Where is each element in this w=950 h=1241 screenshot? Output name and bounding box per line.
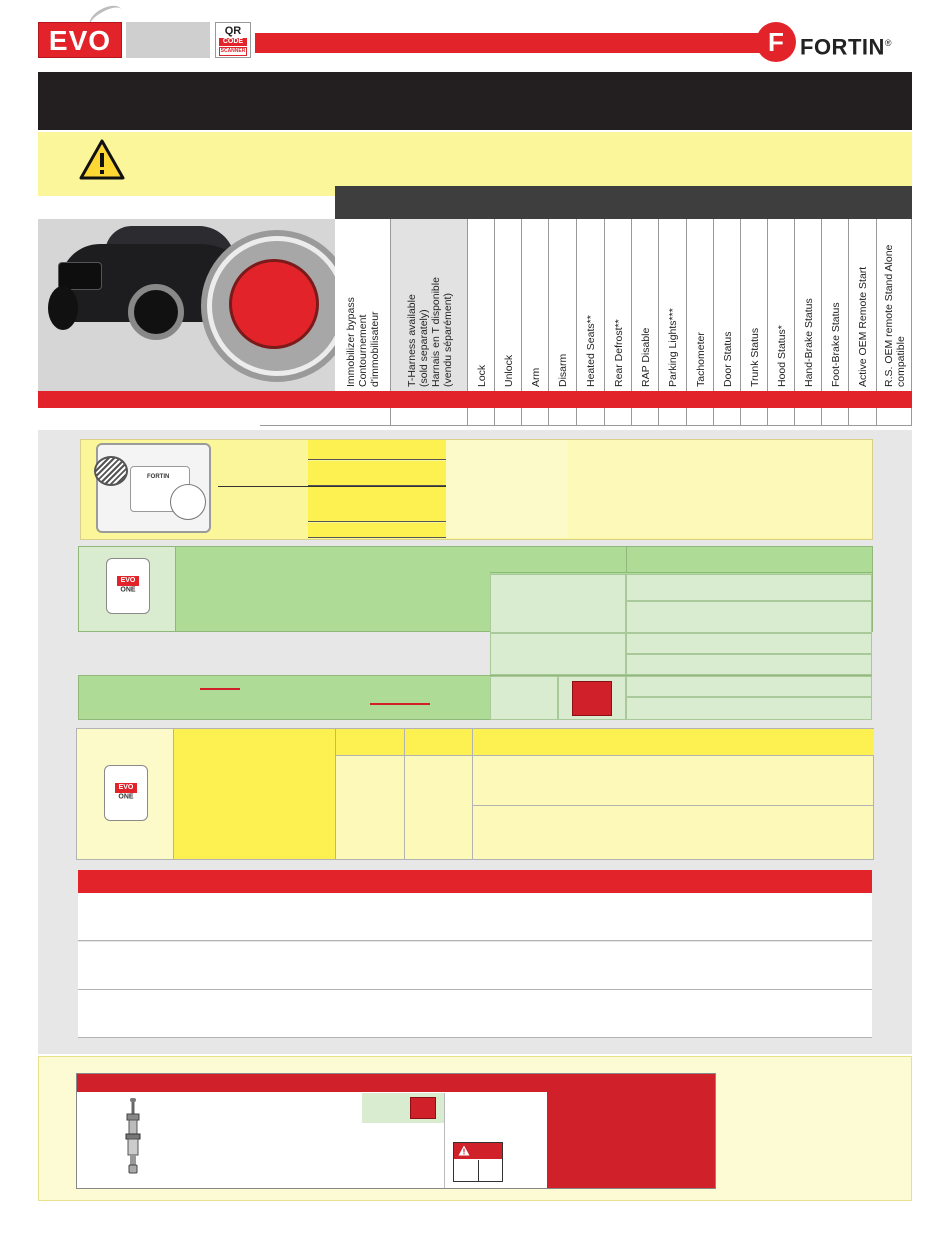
warning-triangle-icon: [78, 138, 126, 182]
evo-one-module-subtag: ONE: [120, 586, 136, 594]
compatibility-cell-parking-lights: [659, 408, 687, 426]
evo-one-module-tag-2: EVO: [115, 783, 137, 793]
vehicle-photo-front-wheel: [48, 286, 78, 330]
hood-pin-option-cell-1: [362, 1093, 404, 1123]
compatibility-cell-lock: [468, 408, 495, 426]
yellow-cell-1: [308, 440, 446, 460]
yellow-notes-column: [568, 440, 872, 538]
feature-column-arm: [522, 219, 549, 391]
feature-column-disarm: [549, 219, 577, 391]
evo-logo-text: EVO: [48, 25, 112, 56]
module-led-zoom-icon: [170, 484, 206, 520]
green-cell-a: [490, 574, 626, 633]
feature-column-rear-defrost: [605, 219, 632, 391]
green-cell-e: [626, 633, 872, 654]
feature-column-label: R.S. OEM remote Stand Alone compatible: [883, 244, 907, 387]
notes-row-2: [78, 942, 872, 990]
notes-header: [78, 870, 872, 893]
compatibility-cell-t-harness: [391, 408, 468, 426]
option-selected-red-square: [572, 681, 612, 716]
feature-column-lock: [468, 219, 495, 391]
feature-column-label: Arm: [530, 367, 542, 387]
feature-column-label: RAP Disable: [640, 327, 652, 387]
feature-column-tachometer: [687, 219, 714, 391]
fortin-logo-wordmark: [800, 28, 920, 58]
compatibility-cell-foot-brake-status: [822, 408, 849, 426]
feature-column-label: Active OEM Remote Start: [857, 266, 869, 387]
hood-pin-warning-divider: [478, 1160, 479, 1181]
compatibility-cell-disarm: [549, 408, 577, 426]
compatibility-cell-arm: [522, 408, 549, 426]
yellow-cell-2: [308, 461, 446, 486]
compatibility-cell-immobilizer: [335, 408, 391, 426]
feature-column-label: Door Status: [722, 331, 734, 387]
yellow2-divider-1: [404, 729, 405, 859]
feature-column-label: Parking Lights***: [667, 308, 679, 387]
green-header-row: [490, 547, 872, 573]
feature-column-parking-lights: [659, 219, 687, 391]
vehicle-row-red-stripe: [38, 391, 912, 408]
feature-column-label: Hood Status*: [776, 325, 788, 387]
yellow-cell-3: [308, 487, 446, 522]
notes-row-3: [78, 990, 872, 1038]
feature-column-t-harness: [391, 219, 468, 391]
qr-code-label: CODE: [219, 38, 247, 46]
green-header-divider: [626, 547, 627, 573]
green-cell-f: [626, 654, 872, 675]
yellow2-row-divider: [472, 805, 874, 806]
feature-column-label: Hand-Brake Status: [803, 298, 815, 387]
feature-column-label: Disarm: [557, 353, 569, 387]
feature-column-heated-seats: [577, 219, 605, 391]
compatibility-cell-rs-oem-remote-standalone: [877, 408, 912, 426]
hood-pin-selected-red-square: [410, 1097, 436, 1119]
header-grey-block: [126, 22, 210, 58]
red-underline-2: [370, 703, 430, 705]
feature-column-unlock: [495, 219, 522, 391]
module-pointer-line: [218, 486, 446, 487]
evo-one-module-image-2: [104, 765, 148, 821]
push-to-start-button-icon: [229, 259, 319, 349]
compatibility-cell-rap-disable: [632, 408, 659, 426]
yellow2-description-cell: [174, 729, 336, 859]
green-option-cell-4: [626, 697, 872, 720]
red-underline-1: [200, 688, 240, 690]
feature-column-label: Rear Defrost**: [613, 319, 625, 387]
green-option-cell-3: [626, 676, 872, 697]
qr-code-scanner-badge[interactable]: [215, 22, 251, 58]
feature-column-hand-brake-status: [795, 219, 822, 391]
header-red-bar: [255, 33, 760, 53]
compatibility-cell-hand-brake-status: [795, 408, 822, 426]
feature-column-label: Tachometer: [695, 332, 707, 387]
green-cell-c: [626, 601, 872, 633]
yellow2-header-row: [336, 729, 874, 756]
feature-column-label: Foot-Brake Status: [830, 302, 842, 387]
hood-pin-header: [77, 1074, 547, 1092]
feature-column-label: Trunk Status: [749, 327, 761, 387]
evo-one-module-subtag-2: ONE: [118, 793, 134, 801]
evo-logo: [38, 22, 122, 58]
feature-column-label: Lock: [476, 364, 488, 387]
green-cell-d: [490, 633, 626, 675]
module-connector-zoom-icon: [94, 456, 128, 486]
feature-column-door-status: [714, 219, 741, 391]
compatibility-cell-unlock: [495, 408, 522, 426]
compatibility-cell-hood-status: [768, 408, 795, 426]
small-warning-icon: [458, 1145, 470, 1156]
vehicle-photo-rear-wheel: [128, 284, 184, 340]
compatibility-cell-lead: [260, 408, 335, 426]
evo-one-module-tag: EVO: [117, 576, 139, 586]
green-cell-b: [626, 574, 872, 601]
feature-column-trunk-status: [741, 219, 768, 391]
feature-column-label: Heated Seats**: [585, 315, 597, 387]
hood-pin-divider: [444, 1093, 445, 1188]
evo-one-module-image: [106, 558, 150, 614]
yellow-pale-column: [446, 440, 568, 538]
feature-column-active-oem-remote-start: [849, 219, 877, 391]
fortin-logo-icon: [756, 22, 796, 62]
brand-registered-mark: ®: [884, 38, 893, 48]
features-header-bar: [335, 186, 912, 219]
feature-column-rap-disable: [632, 219, 659, 391]
fortin-logo-mark: F: [768, 27, 784, 57]
compatibility-cell-heated-seats: [577, 408, 605, 426]
qr-scanner-label: SCANNER: [220, 48, 246, 54]
yellow2-divider-2: [472, 729, 473, 859]
feature-column-rs-oem-remote-standalone: [877, 219, 912, 391]
feature-column-immobilizer: [335, 219, 391, 391]
hood-pin-switch-icon: [124, 1098, 142, 1174]
brand-name: FORTIN: [800, 34, 885, 60]
hood-pin-red-panel: [547, 1074, 715, 1188]
feature-column-label: Unlock: [503, 354, 515, 387]
yellow-cell-4: [308, 523, 446, 538]
compatibility-cell-trunk-status: [741, 408, 768, 426]
compatibility-cell-tachometer: [687, 408, 714, 426]
module-brand-label: FORTIN: [147, 474, 170, 480]
feature-column-hood-status: [768, 219, 795, 391]
compatibility-cell-door-status: [714, 408, 741, 426]
compatibility-cell-rear-defrost: [605, 408, 632, 426]
compatibility-cell-active-oem-remote-start: [849, 408, 877, 426]
feature-column-label: Immobilizer bypass Contournement d'immobilisateur: [345, 297, 381, 387]
feature-column-label: T-Harness available (sold separately) Harnais en T disponible (vendu séparément): [406, 277, 454, 387]
green-option-cell-1: [490, 676, 558, 720]
notes-row-1: [78, 893, 872, 941]
vehicle-title-banner: [38, 72, 912, 130]
qr-label: QR: [224, 25, 242, 37]
feature-column-foot-brake-status: [822, 219, 849, 391]
